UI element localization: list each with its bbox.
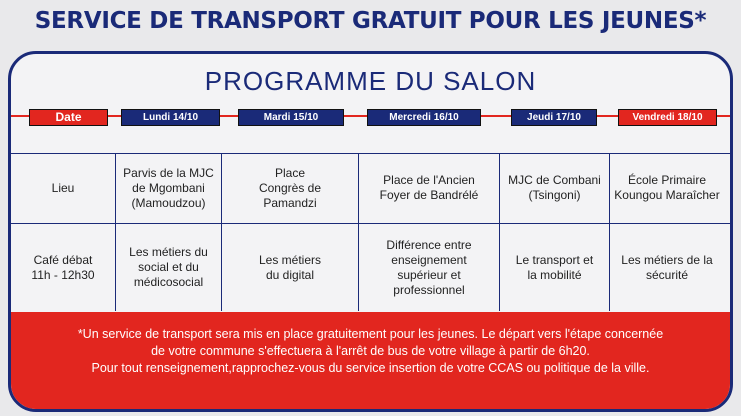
day-pill-mercredi: Mercredi 16/10: [367, 109, 481, 126]
row-label-lieu: Lieu: [51, 180, 75, 195]
day-pill-vendredi: Vendredi 18/10: [618, 109, 717, 126]
day-pill-jeudi: Jeudi 17/10: [511, 109, 597, 126]
lieu-cell: Place Congrès de Pamandzi: [258, 165, 322, 210]
row-label-cafe-debat: Café débat 11h - 12h30: [31, 252, 95, 282]
theme-cell: Les métiers du digital: [258, 252, 322, 282]
lieu-cell: École Primaire Koungou Maraîcher: [614, 173, 720, 202]
headline: SERVICE DE TRANSPORT GRATUIT POUR LES JEUNES*: [34, 8, 707, 34]
transport-notice: [11, 312, 730, 412]
notice-line: *Un service de transport sera mis en place gratuitement pour les jeunes. Le départ vers l'étape concernée: [77, 327, 664, 341]
notice-line: Pour tout renseignement,rapprochez-vous du service insertion de votre CCAS ou politique de la ville.: [91, 361, 650, 375]
theme-cell: Le transport et la mobilité: [515, 252, 594, 282]
lieu-cell: Parvis de la MJC de Mgombani (Mamoudzou): [123, 165, 214, 210]
day-pill-lundi: Lundi 14/10: [121, 109, 220, 126]
notice-line: de votre commune s'effectuera à l'arrêt de bus de votre village à partir de 6h20.: [151, 344, 590, 358]
theme-cell: Les métiers de la sécurité: [621, 252, 713, 282]
day-pill-mardi: Mardi 15/10: [238, 109, 344, 126]
theme-cell: Différence entre enseignement supérieur et professionnel: [386, 237, 472, 297]
lieu-cell: Place de l'Ancien Foyer de Bandrélé: [379, 173, 479, 202]
lieu-cell: MJC de Combani (Tsingoni): [508, 173, 601, 202]
theme-cell: Les métiers du social et du médicosocial: [129, 245, 208, 289]
programme-title: PROGRAMME DU SALON: [204, 66, 537, 96]
programme-panel: [8, 51, 733, 412]
date-label-pill: Date: [29, 109, 108, 126]
